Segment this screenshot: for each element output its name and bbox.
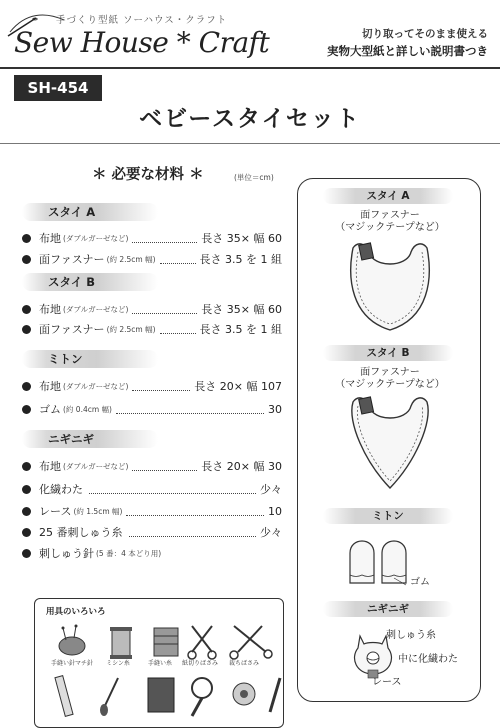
panel-label-toy: ニギニギ [323,601,453,617]
material-name: 25 番刺しゅう糸 [39,526,123,539]
material-row [22,321,282,337]
material-value: 長さ 20× 幅 30 [201,460,282,473]
bullet-icon [22,485,31,494]
leader-dots [116,405,264,414]
spool-icon [110,627,132,659]
bullet-icon [22,549,31,558]
material-row [22,251,282,267]
bullet-icon [22,234,31,243]
material-value: 少々 [260,483,282,496]
scissors-icon [188,626,216,659]
section-label-mitten: ミトン [22,350,158,368]
leader-dots [129,528,257,537]
awl-icon [100,678,118,716]
material-value: 長さ 3.5 を 1 組 [199,253,282,266]
bib-b-fastener-label: 面ファスナー [360,367,420,378]
bib-a-fastener-label: 面ファスナー [360,210,420,221]
material-note: (ダブルガーゼなど) [63,304,129,314]
tools-icons-row-2 [52,672,282,718]
material-note: (ダブルガーゼなど) [63,461,129,471]
material-row [22,481,282,497]
tool-label: 手縫い針マチ針 [50,660,93,667]
material-name: 刺しゅう針 [39,547,94,560]
material-row [22,401,282,417]
tool-label: 裁ちばさみ [228,660,259,667]
tool-label: ミシン糸 [106,660,130,667]
material-note: (約 2.5cm 幅) [106,324,156,334]
bullet-icon [22,507,31,516]
bib-b-fastener-note: （マジックテープなど） [335,379,445,390]
material-row [22,545,282,561]
material-row [22,458,282,474]
tools-heading: 用具のいろいろ [46,607,106,617]
bullet-icon [22,462,31,471]
toy-stuffing-label: 中に化繊わた [398,654,458,665]
ruler-icon [55,676,73,717]
material-note: (ダブルガーゼなど) [63,233,129,243]
leader-dots [126,507,264,516]
pencil-icon [270,678,280,712]
material-value: 長さ 3.5 を 1 組 [199,323,282,336]
leader-dots [132,234,197,243]
pattern-code: SH-454 [14,75,102,101]
tool-label: 手縫い糸 [147,660,172,667]
material-row [22,503,282,519]
tracing-wheel-icon [192,678,212,716]
panel-label-bib-b: スタイ B [323,345,453,361]
bullet-icon [22,382,31,391]
page-title: ベビースタイセット [139,106,361,132]
material-note: (ダブルガーゼなど) [63,381,129,391]
material-value: 30 [268,402,282,416]
tools-icons-row-1 [52,622,282,660]
bib-a-fastener-note: （マジックテープなど） [335,222,445,233]
bullet-icon [22,325,31,334]
material-name: ゴム [39,403,61,416]
material-value: 長さ 20× 幅 107 [194,380,282,393]
toy-embroidery-label: 刺しゅう糸 [386,630,436,641]
title-divider [0,143,500,144]
material-value: 少々 [260,526,282,539]
leader-dots [160,255,196,264]
bullet-icon [22,405,31,414]
material-name: 面ファスナー [39,253,105,266]
bullet-icon [22,305,31,314]
leader-dots [132,305,197,314]
leader-dots [132,382,190,391]
thread-card-icon [154,628,178,656]
leader-dots [89,485,256,494]
tool-label: 紙切りばさみ [181,660,218,667]
material-row [22,524,282,540]
bib-b-illustration [345,392,435,492]
material-note: (約 0.4cm 幅) [63,404,112,414]
bullet-icon [22,528,31,537]
brand-logo: Sew House * Craft [14,26,270,59]
bib-a-illustration [345,238,435,338]
shears-icon [230,626,272,659]
material-note: (約 2.5cm 幅) [106,254,156,264]
material-row [22,230,282,246]
material-name: 布地 [39,232,61,245]
unit-note: (単位＝cm) [234,173,274,182]
brand-japanese: 手づくり型紙 ソーハウス・クラフト [56,15,228,26]
chalk-paper-icon [148,678,174,712]
section-label-toy: ニギニギ [22,430,158,448]
material-name: 化繊わた [39,483,83,496]
header-divider [0,67,500,69]
material-row [22,378,282,394]
panel-label-bib-a: スタイ A [323,188,453,204]
material-name: 布地 [39,460,61,473]
panel-label-mitten: ミトン [323,508,453,524]
tape-measure-icon [233,683,255,705]
leader-dots [132,462,197,471]
leader-dots [160,325,196,334]
material-name: 布地 [39,303,61,316]
mitten-elastic-label: ゴム [410,577,430,588]
material-value: 10 [268,504,282,518]
material-value: 長さ 35× 幅 60 [201,232,282,245]
materials-heading: ＊ 必要な材料 ＊ [92,167,204,183]
toy-lace-label: レース [372,677,402,688]
material-name: 面ファスナー [39,323,105,336]
section-label-bib-b: スタイ B [22,273,158,291]
material-note: (約 1.5cm 幅) [73,506,123,516]
bullet-icon [22,255,31,264]
material-note: (5 番：4 本どり用) [96,548,162,558]
pincushion-icon [59,625,85,656]
material-value: 長さ 35× 幅 60 [201,303,282,316]
material-row [22,301,282,317]
tagline-2: 実物大型紙と詳しい説明書つき [327,44,488,58]
section-label-bib-a: スタイ A [22,203,158,221]
tagline-1: 切り取ってそのまま使える [362,28,488,40]
material-name: レース [39,505,72,518]
material-name: 布地 [39,380,61,393]
